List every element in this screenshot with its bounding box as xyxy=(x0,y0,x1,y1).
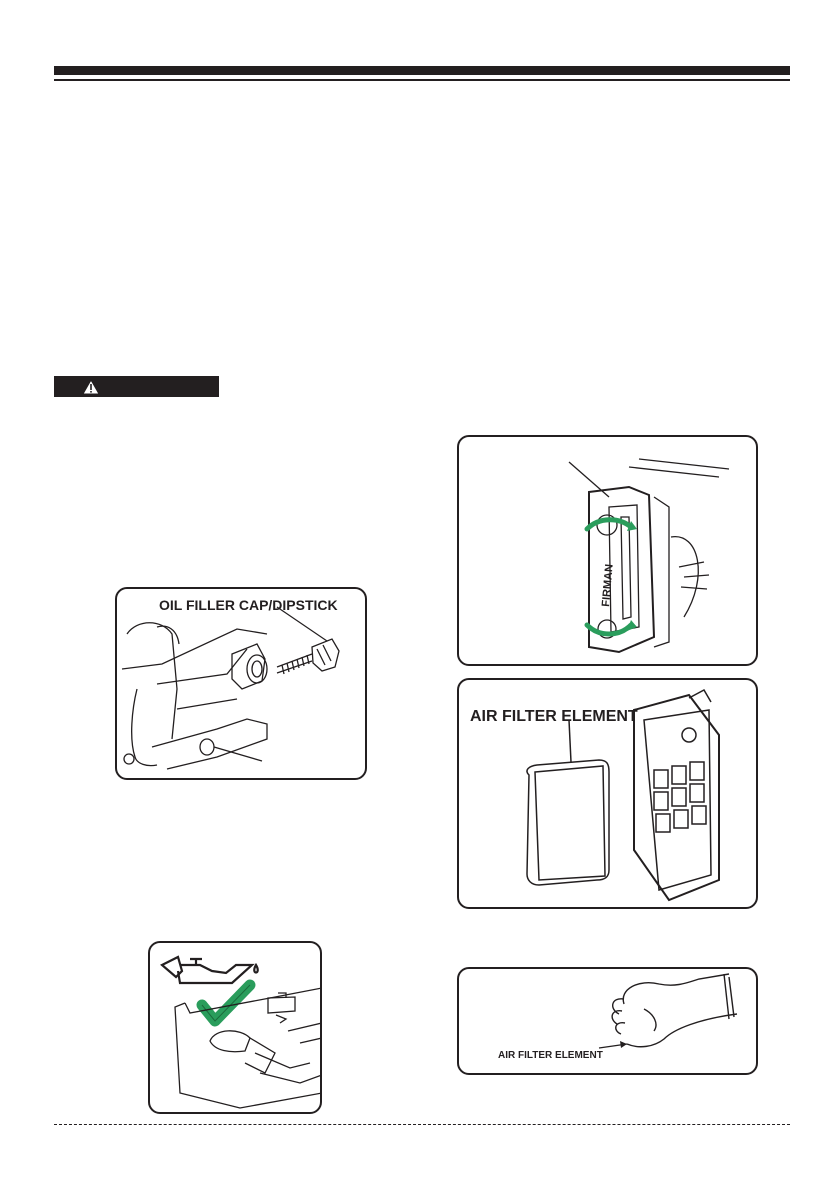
filter-cleaning-panel xyxy=(457,967,758,1075)
header-bar xyxy=(54,66,790,75)
oil-check-panel xyxy=(148,941,322,1114)
oil-filler-callout: OIL FILLER CAP/DIPSTICK xyxy=(159,597,338,613)
header-line xyxy=(54,79,790,81)
air-filter-housing-panel xyxy=(457,435,758,666)
air-filter-element-callout: AIR FILTER ELEMENT xyxy=(470,708,638,725)
warning-triangle-icon xyxy=(82,379,100,395)
footer-dashed-rule xyxy=(54,1124,790,1125)
oil-can-icon xyxy=(162,957,258,983)
oil-filler-panel xyxy=(115,587,367,780)
engine-oil-illustration xyxy=(117,589,367,780)
air-filter-cover-illustration xyxy=(459,437,758,666)
firman-logo: FIRMAN xyxy=(600,563,616,608)
oil-check-illustration xyxy=(150,943,322,1114)
air-filter-element-panel xyxy=(457,678,758,909)
warning-label xyxy=(54,376,219,397)
cleaning-callout: AIR FILTER ELEMENT xyxy=(498,1050,603,1061)
